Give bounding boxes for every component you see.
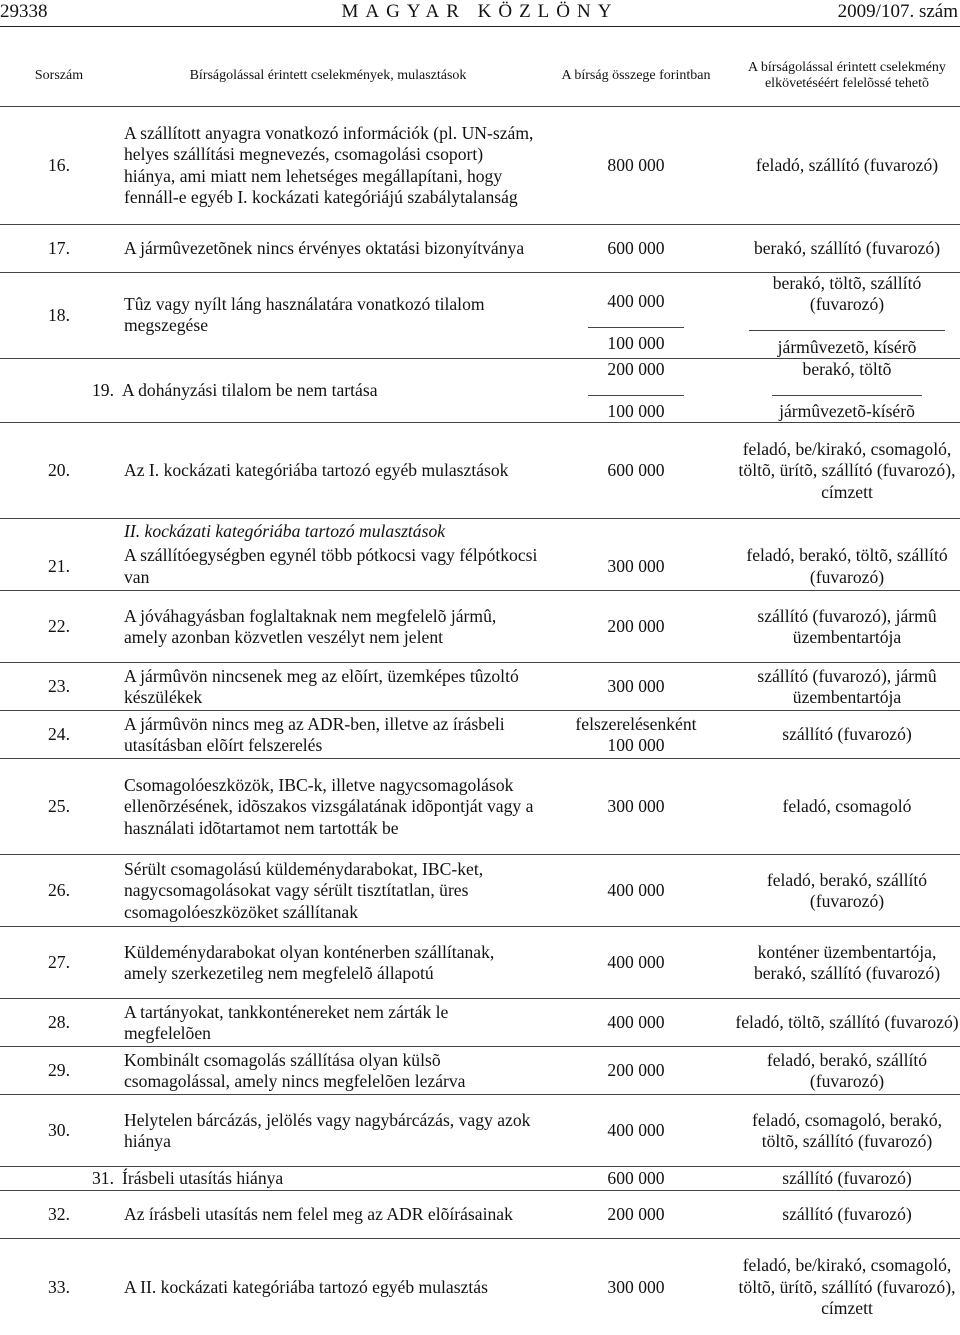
row-number: 23. [0, 663, 118, 711]
fine-amount: 400 000 [538, 927, 734, 999]
table-row [0, 358, 960, 423]
fine-amount-cell [538, 358, 734, 423]
fine-amount-secondary: 100 000 [607, 401, 665, 422]
fine-amount: 200 000 [538, 1191, 734, 1239]
table-row [0, 999, 960, 1047]
offense-text: A II. kockázati kategóriába tartozó egyéb mulasztás [118, 1239, 538, 1335]
responsible-party: feladó, be/kirakó, csomagoló, töltõ, ürítõ, szállító (fuvarozó), címzett [734, 423, 960, 519]
responsible-party-secondary: jármûvezetõ-kísérõ [779, 401, 915, 422]
row-number: 18. [0, 273, 118, 359]
table-row [0, 107, 960, 225]
fine-amount: 200 000 [607, 358, 665, 379]
col-header-amount: A bírság összege forintban [538, 46, 734, 107]
responsible-party-secondary: jármûvezetõ, kísérõ [777, 336, 917, 357]
responsible-party: berakó, töltõ [802, 358, 892, 379]
responsible-party: szállító (fuvarozó), jármû üzembentartója [734, 663, 960, 711]
row-number: 30. [0, 1095, 118, 1167]
offense-text: Tûz vagy nyílt láng használatára vonatkozó tilalom megszegése [118, 273, 538, 359]
fine-amount-cell [538, 273, 734, 359]
offense-text: A dohányzási tilalom be nem tartása [118, 358, 538, 423]
table-row [0, 1095, 960, 1167]
responsible-party: szállító (fuvarozó) [734, 1191, 960, 1239]
row-number: 21. [48, 556, 70, 577]
responsible-party: feladó, berakó, szállító (fuvarozó) [734, 1047, 960, 1095]
table-row [0, 1191, 960, 1239]
fine-amount: 600 000 [538, 225, 734, 273]
responsible-divider [749, 330, 945, 331]
offense-text: A tartányokat, tankkonténereket nem zárták le megfelelõen [118, 999, 538, 1047]
offense-text: Helytelen bárcázás, jelölés vagy nagybárcázás, vagy azok hiánya [118, 1095, 538, 1167]
row-number: 20. [0, 423, 118, 519]
table-row [0, 423, 960, 519]
journal-title: MAGYAR KÖZLÖNY [341, 1, 619, 22]
row-number: 28. [0, 999, 118, 1047]
col-header-responsible: A bírságolással érintett cselekmény elkövetéséért felelõssé tehetõ [734, 46, 960, 107]
section-heading: II. kockázati kategóriába tartozó mulasztások [118, 519, 960, 543]
fine-amount-secondary: 100 000 [607, 333, 665, 353]
table-row [0, 927, 960, 999]
row-number: 26. [0, 855, 118, 927]
amount-divider [588, 327, 684, 328]
table-row [0, 663, 960, 711]
table-row [0, 591, 960, 663]
row-number: 22. [0, 591, 118, 663]
responsible-party: berakó, töltõ, szállító (fuvarozó) [772, 273, 922, 315]
offense-text: A jármûvön nincs meg az ADR-ben, illetve az írásbeli utasításban elõírt felszerelés [118, 711, 538, 759]
responsible-party: berakó, szállító (fuvarozó) [734, 225, 960, 273]
table-row [0, 273, 960, 359]
fine-amount: 200 000 [538, 591, 734, 663]
row-number: 32. [0, 1191, 118, 1239]
table-row [0, 855, 960, 927]
responsible-party: feladó, berakó, töltõ, szállító (fuvarozó) [746, 545, 948, 587]
col-header-serial: Sorszám [0, 46, 118, 107]
row-number: 25. [0, 759, 118, 855]
responsible-divider [772, 395, 922, 396]
responsible-cell [734, 273, 960, 359]
amount-divider [588, 395, 684, 396]
offense-text: A jármûvezetõnek nincs érvényes oktatási bizonyítványa [118, 225, 538, 273]
section-row [0, 519, 960, 543]
page-header [0, 0, 960, 24]
responsible-party: szállító (fuvarozó) [734, 1167, 960, 1191]
offense-text: Kombinált csomagolás szállítása olyan külsõ csomagolással, amely nincs megfelelõen lezárva [118, 1047, 538, 1095]
fines-table [0, 46, 960, 1335]
offense-text: A jóváhagyásban foglaltaknak nem megfelelõ jármû, amely azonban közvetlen veszélyt nem jelent [118, 591, 538, 663]
col-header-offense: Bírságolással érintett cselekmények, mulasztások [118, 46, 538, 107]
row-number: 29. [0, 1047, 118, 1095]
fine-amount: 300 000 [538, 1239, 734, 1335]
row-number: 19. [0, 358, 118, 423]
fine-amount: 200 000 [538, 1047, 734, 1095]
fine-amount: 800 000 [538, 107, 734, 225]
fine-amount: 400 000 [607, 290, 665, 311]
fine-amount: felszerelésenként 100 000 [538, 711, 734, 759]
responsible-party: feladó, be/kirakó, csomagoló, töltõ, ürítõ, szállító (fuvarozó), címzett [734, 1239, 960, 1335]
responsible-party: szállító (fuvarozó) [734, 711, 960, 759]
header-rule [0, 26, 960, 27]
fine-amount: 300 000 [538, 759, 734, 855]
table-header-row [0, 46, 960, 107]
table-row [0, 1239, 960, 1335]
offense-text: A jármûvön nincsenek meg az elõírt, üzemképes tûzoltó készülékek [118, 663, 538, 711]
responsible-party: feladó, csomagoló, berakó, töltõ, szállító (fuvarozó) [734, 1095, 960, 1167]
offense-text: A szállított anyagra vonatkozó információk (pl. UN-szám, helyes szállítási megnevezés, csomagolási csoport) hiánya, ami miatt nem lehetséges megállapítani, hogy fennáll-e egyéb I. kockázati kategóriájú szabálytalanság [118, 107, 538, 225]
fine-amount: 400 000 [538, 999, 734, 1047]
fine-amount: 400 000 [538, 1095, 734, 1167]
responsible-party: feladó, töltõ, szállító (fuvarozó) [734, 999, 960, 1047]
responsible-party: feladó, csomagoló [734, 759, 960, 855]
table-row [0, 1047, 960, 1095]
responsible-party: feladó, szállító (fuvarozó) [734, 107, 960, 225]
offense-text: Küldeménydarabokat olyan konténerben szállítanak, amely szerkezetileg nem megfelelõ állapotú [118, 927, 538, 999]
offense-text: Sérült csomagolású küldeménydarabokat, IBC-ket, nagycsomagolásokat vagy sérült tisztítatlan, üres csomagolóeszközöket szállítanak [118, 855, 538, 927]
offense-text: A szállítóegységben egynél több pótkocsi vagy félpótkocsi van [124, 545, 538, 587]
row-number: 31. [0, 1167, 118, 1191]
issue-number: 2009/107. szám [837, 1, 958, 22]
row-number: 24. [0, 711, 118, 759]
offense-text: Az I. kockázati kategóriába tartozó egyéb mulasztások [118, 423, 538, 519]
page-number: 29338 [0, 1, 48, 22]
table-row [0, 543, 960, 591]
responsible-cell [734, 358, 960, 423]
responsible-party: feladó, berakó, szállító (fuvarozó) [734, 855, 960, 927]
offense-text: Az írásbeli utasítás nem felel meg az ADR elõírásainak [118, 1191, 538, 1239]
table-row [0, 711, 960, 759]
table-row [0, 225, 960, 273]
responsible-party: konténer üzembentartója, berakó, szállító (fuvarozó) [734, 927, 960, 999]
offense-text: Csomagolóeszközök, IBC-k, illetve nagycsomagolások ellenõrzésének, idõszakos vizsgálatának idõpontját vagy a használati idõtartamot nem tartották be [118, 759, 538, 855]
fine-amount: 600 000 [538, 1167, 734, 1191]
offense-text: Írásbeli utasítás hiánya [118, 1167, 538, 1191]
fine-amount: 300 000 [607, 556, 665, 577]
row-number: 33. [0, 1239, 118, 1335]
fine-amount: 400 000 [538, 855, 734, 927]
row-number: 16. [0, 107, 118, 225]
table-row [0, 759, 960, 855]
fine-amount: 600 000 [538, 423, 734, 519]
table-row [0, 1167, 960, 1191]
responsible-party: szállító (fuvarozó), jármû üzembentartója [734, 591, 960, 663]
row-number: 27. [0, 927, 118, 999]
row-number: 17. [0, 225, 118, 273]
fine-amount: 300 000 [538, 663, 734, 711]
